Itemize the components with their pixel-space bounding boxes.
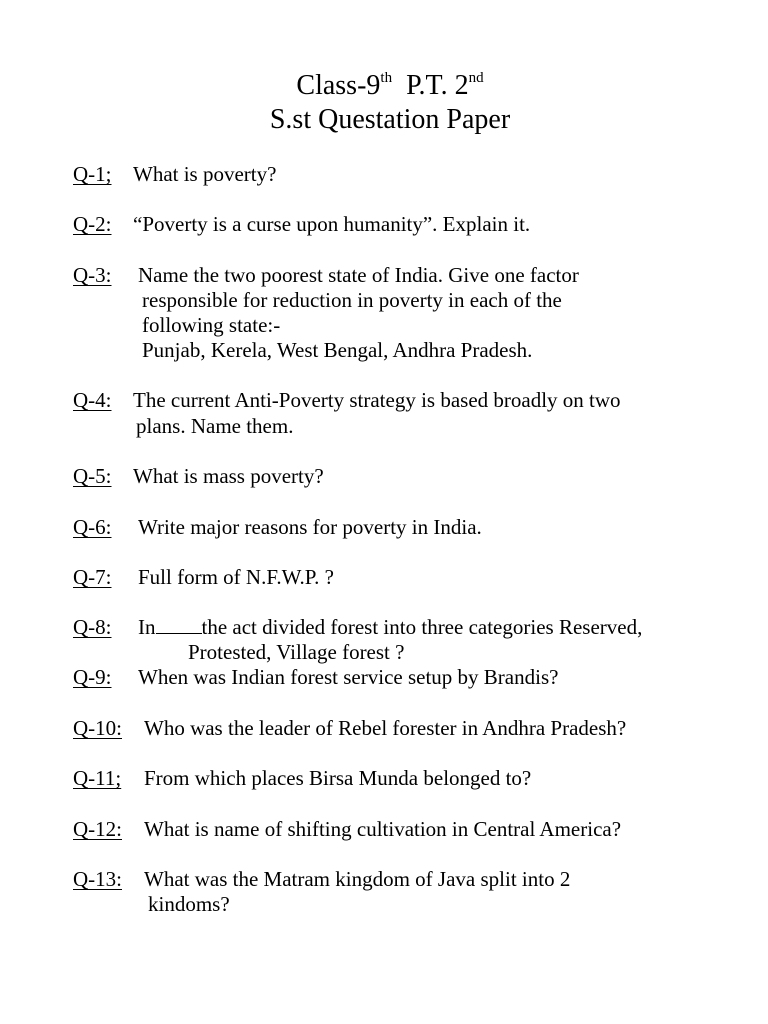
question-text: Write major reasons for poverty in India. — [138, 515, 482, 539]
test-ordinal-suffix: nd — [468, 70, 484, 86]
question-text: “Poverty is a curse upon humanity”. Explain it. — [133, 212, 531, 236]
question-text: When was Indian forest service setup by Brandis? — [138, 665, 559, 689]
question-text: Full form of N.F.W.P. ? — [138, 565, 334, 589]
question-number: Q-12: — [73, 817, 122, 841]
question-text-end: the act divided forest into three categories Reserved, — [201, 615, 643, 639]
question-text: What is mass poverty? — [133, 464, 324, 488]
question-text: From which places Birsa Munda belonged to? — [144, 766, 532, 790]
question-number: Q-9: — [73, 665, 112, 689]
question-text: What is poverty? — [133, 162, 277, 186]
question-number: Q-5: — [73, 464, 112, 488]
class-label: Class-9 — [296, 70, 381, 101]
question-number: Q-4: — [73, 388, 112, 412]
question-text: Name the two poorest state of India. Give one factor — [138, 263, 579, 287]
paper-title: S.st Questation Paper — [269, 104, 511, 135]
question-text: The current Anti-Poverty strategy is based broadly on two — [133, 388, 621, 412]
question-text: What is name of shifting cultivation in Central America? — [144, 817, 622, 841]
question-number: Q-13: — [73, 867, 122, 891]
question-text: What was the Matram kingdom of Java split into 2 — [144, 867, 571, 891]
question-text-continued: plans. Name them. — [136, 414, 294, 438]
class-ordinal-suffix: th — [380, 70, 393, 86]
test-label: P.T. 2 — [406, 70, 469, 101]
paper-class-heading — [0, 70, 768, 106]
question-number: Q-2: — [73, 212, 112, 236]
question-text: Who was the leader of Rebel forester in Andhra Pradesh? — [144, 716, 627, 740]
question-text — [138, 615, 642, 639]
question-number: Q-1; — [73, 162, 112, 186]
question-text-continued: following state:- — [142, 313, 281, 337]
question-number: Q-7: — [73, 565, 112, 589]
question-text-continued: Punjab, Kerela, West Bengal, Andhra Pradesh. — [142, 338, 533, 362]
question-number: Q-3: — [73, 263, 112, 287]
question-number: Q-10: — [73, 716, 122, 740]
question-text-continued: responsible for reduction in poverty in each of the — [142, 288, 562, 312]
question-text-continued: Protested, Village forest ? — [188, 640, 405, 664]
question-number: Q-11; — [73, 766, 122, 790]
question-number: Q-8: — [73, 615, 112, 639]
fill-in-blank — [156, 616, 202, 634]
question-number: Q-6: — [73, 515, 112, 539]
question-text-continued: kindoms? — [148, 892, 230, 916]
question-text-start: In — [138, 615, 156, 639]
